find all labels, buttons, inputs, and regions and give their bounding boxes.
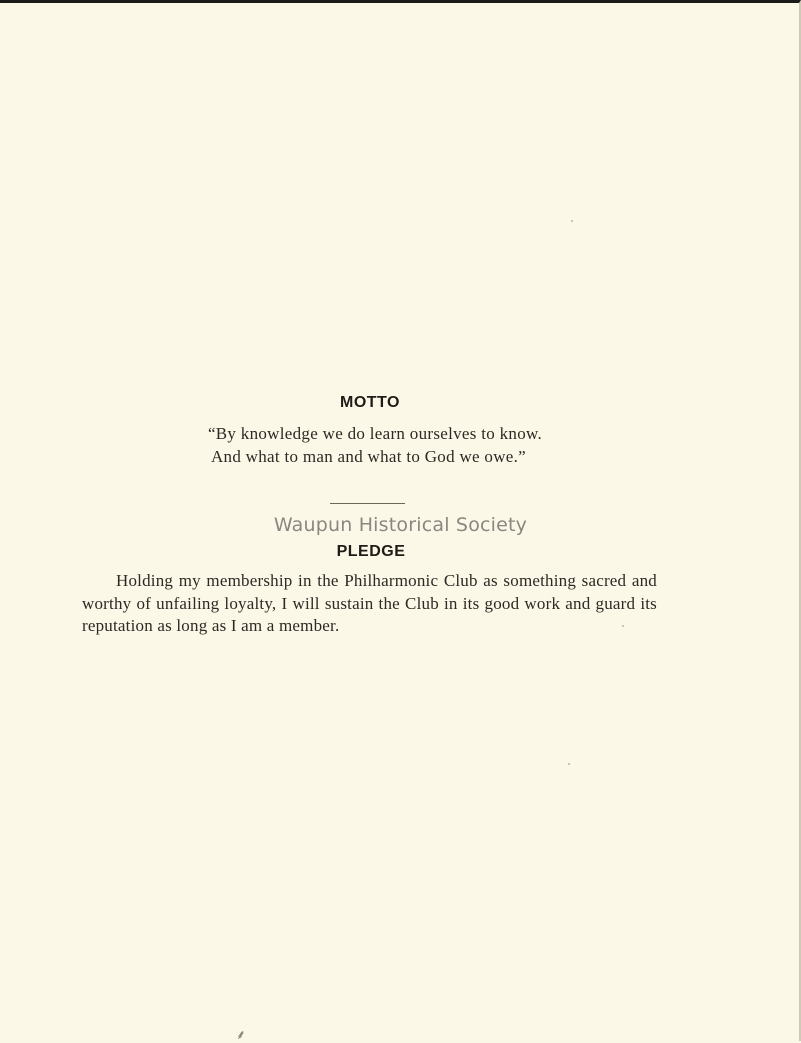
paper-speck: [568, 763, 570, 765]
paper-speck: [622, 625, 624, 627]
pledge-heading: PLEDGE: [336, 543, 406, 560]
watermark: Waupun Historical Society: [273, 514, 528, 536]
motto-heading: MOTTO: [340, 394, 400, 411]
paper-speck: [571, 220, 573, 222]
section-divider: [330, 503, 405, 504]
motto-line-2: And what to man and what to God we owe.”: [210, 447, 527, 466]
motto-line-1: “By knowledge we do learn ourselves to know.: [207, 424, 543, 443]
paper-mark-icon: ⸙: [236, 1028, 246, 1043]
pledge-text: Holding my membership in the Philharmonic Club as something sacred and worthy of unfailing loyalty, I will sustain the Club in its good work and guard its reputation as long as I am a member.: [82, 571, 657, 635]
